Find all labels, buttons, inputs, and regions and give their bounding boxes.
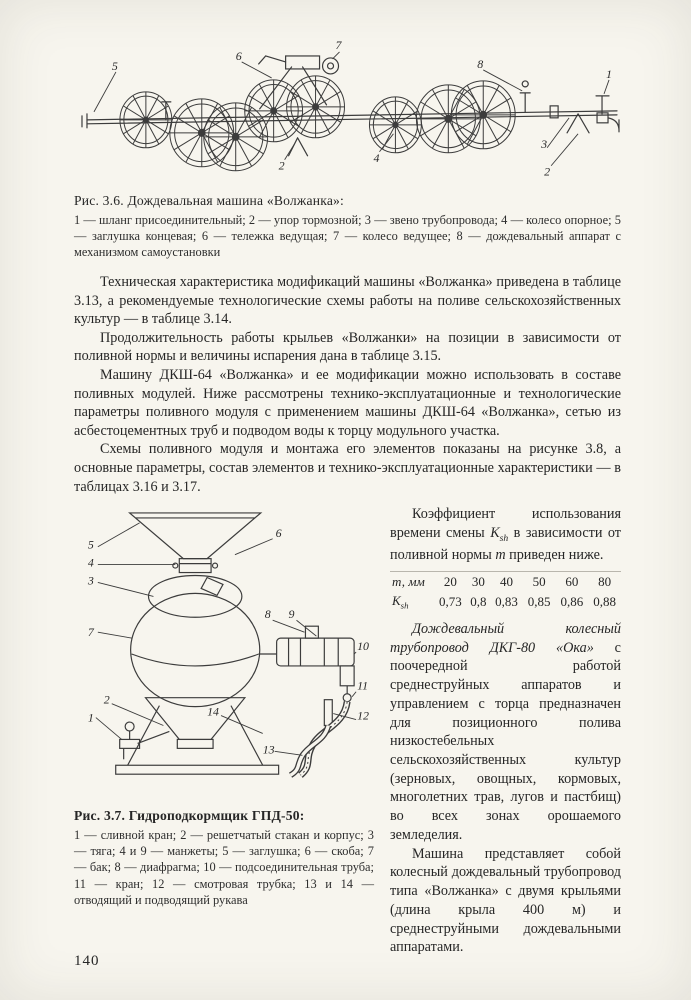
table-cell: 80 bbox=[598, 574, 612, 590]
machine-name-emphasis: Дождевальный колесный трубопровод ДКГ-80 «Ока» bbox=[390, 620, 621, 656]
table-cell: 0,8 bbox=[470, 594, 487, 610]
figure-label: 2 bbox=[278, 158, 285, 173]
paragraph bbox=[390, 505, 621, 564]
table-cell: 0,85 bbox=[527, 594, 551, 610]
right-column bbox=[390, 505, 621, 957]
figure-label: 8 bbox=[477, 56, 484, 71]
paragraph: Техническая характеристика модификаций машины «Волжанка» приведена в таблице 3.13, а рекомендуемые технологические схемы работы на поливе сельскохозяйственных культур — в таблице 3.14. bbox=[74, 274, 621, 328]
table-cell: 0,73 bbox=[438, 594, 462, 610]
figure-label: 5 bbox=[111, 58, 118, 73]
figure-label: 2 bbox=[103, 692, 110, 707]
figure-label: 10 bbox=[357, 639, 370, 654]
wheel bbox=[451, 81, 515, 149]
figure-label: 14 bbox=[207, 704, 220, 719]
wheel bbox=[287, 76, 345, 138]
figure-label: 8 bbox=[264, 607, 271, 622]
wheel bbox=[170, 99, 234, 167]
text-run: приведен ниже. bbox=[505, 546, 604, 563]
text-run: с поочередной работой среднеструйных аппаратов и управлением с торца предназначен для позиционного полива низкостебельных сельскохозяйственных культур (зерновых, овощных, кормовых, многолетних трав, лугов и пастбищ) во всех зонах орошаемого земледелия. bbox=[390, 639, 621, 843]
figure-3-6-caption-text: 1 — шланг присоединительный; 2 — упор тормозной; 3 — звено трубопровода; 4 — колесо опорное; 5 — заглушка концевая; 6 — тележка ведущая; 7 — колесо ведущее; 8 — дождевальный аппарат с механизмом самоустановки bbox=[74, 212, 621, 259]
figure-label: 11 bbox=[357, 678, 369, 693]
text-run: Коэффициент использования времени смены bbox=[390, 506, 621, 541]
figure-3-6-caption bbox=[74, 193, 621, 260]
hydro-feeder-body bbox=[116, 513, 354, 775]
table-cell: 20 bbox=[443, 574, 457, 590]
figure-label: 12 bbox=[357, 708, 370, 723]
table-cell: 60 bbox=[565, 574, 579, 590]
two-column-section bbox=[74, 505, 621, 957]
table-cell: 0,83 bbox=[495, 594, 518, 610]
k-coefficient-table bbox=[390, 571, 621, 612]
figure-3-6-drawing bbox=[74, 36, 621, 188]
figure-label: 13 bbox=[262, 742, 275, 757]
paragraph: Схемы поливного модуля и монтажа его элементов показаны на рисунке 3.8, а основные параметры, состав элементов и технико-эксплуатационные характеристики — в таблицах 3.16 и 3.17. bbox=[74, 441, 621, 495]
paragraph bbox=[390, 620, 621, 845]
figure-3-7-caption-text: 1 — сливной кран; 2 — решетчатый стакан и корпус; 3 — тяга; 4 и 9 — манжеты; 5 — заглушка; 6 — скоба; 7 — бак; 8 — диафрагма; 10 — подсоединительная труба; 11 — кран; 12 — смотровая трубка; 13 и 14 — отводящий и подводящий рукава bbox=[74, 828, 374, 907]
wheel bbox=[416, 85, 480, 153]
row-label: т, мм bbox=[392, 574, 425, 590]
row-label: $К_{sh}$ bbox=[392, 593, 409, 611]
page-number: 140 bbox=[74, 953, 100, 969]
table-cell: 30 bbox=[471, 574, 485, 590]
k-symbol: $К_{sh}$ bbox=[490, 524, 509, 544]
figure-label: 9 bbox=[288, 607, 295, 622]
m-symbol: m bbox=[495, 546, 506, 563]
figure-3-6-caption-title: Рис. 3.6. Дождевальная машина «Волжанка»: bbox=[74, 192, 345, 208]
figure-3-7-caption-title: Рис. 3.7. Гидроподкормщик ГПД-50: bbox=[74, 808, 305, 824]
table-cell: 0,86 bbox=[560, 594, 584, 610]
main-text bbox=[74, 273, 621, 496]
table-cell: 40 bbox=[499, 574, 513, 590]
paragraph: Машина представляет собой колесный дождевальный трубопровод типа «Волжанка» с двумя крыльями (длина крыла 400 м) и среднеструйными дождевальными аппаратами. bbox=[390, 845, 621, 956]
figure-label: 4 bbox=[373, 150, 380, 165]
table-row bbox=[390, 572, 621, 592]
leader-lines bbox=[94, 52, 609, 166]
figure-3-7-caption bbox=[74, 808, 374, 908]
paragraph: Продолжительность работы крыльев «Волжанки» на позиции в зависимости от поливной нормы и величины испарения дана в таблице 3.15. bbox=[74, 329, 621, 365]
wheel bbox=[120, 92, 172, 148]
figure-label: 7 bbox=[87, 625, 94, 640]
figure-label: 3 bbox=[87, 573, 94, 588]
figure-label: 5 bbox=[87, 537, 94, 552]
figure-label: 1 bbox=[87, 710, 94, 725]
figure-label: 6 bbox=[275, 526, 282, 541]
paragraph: Машину ДКШ-64 «Волжанка» и ее модификации можно использовать в составе поливных модулей. Ниже рассмотрены технико-эксплуатационные и технологические параметры поливного модуля с применением машины ДКШ-64 «Волжанка», сетью из асбестоцементных труб и подводом воды к торцу модульного участка. bbox=[74, 367, 621, 439]
wheel bbox=[245, 80, 303, 142]
text-run: в зависимости от поливной нормы bbox=[390, 524, 621, 563]
figure-label: 2 bbox=[544, 164, 551, 179]
figure-label: 4 bbox=[87, 555, 94, 570]
figure-label: 6 bbox=[235, 48, 242, 63]
figure-label: 3 bbox=[541, 136, 548, 151]
figure-3-7-drawing bbox=[74, 505, 372, 803]
figure-label: 1 bbox=[606, 66, 613, 81]
table-cell: 0,88 bbox=[593, 594, 616, 610]
left-column bbox=[74, 505, 374, 957]
table-cell: 50 bbox=[532, 574, 546, 590]
wheel bbox=[369, 97, 421, 153]
table-row bbox=[390, 591, 621, 612]
figure-label: 7 bbox=[335, 37, 342, 52]
